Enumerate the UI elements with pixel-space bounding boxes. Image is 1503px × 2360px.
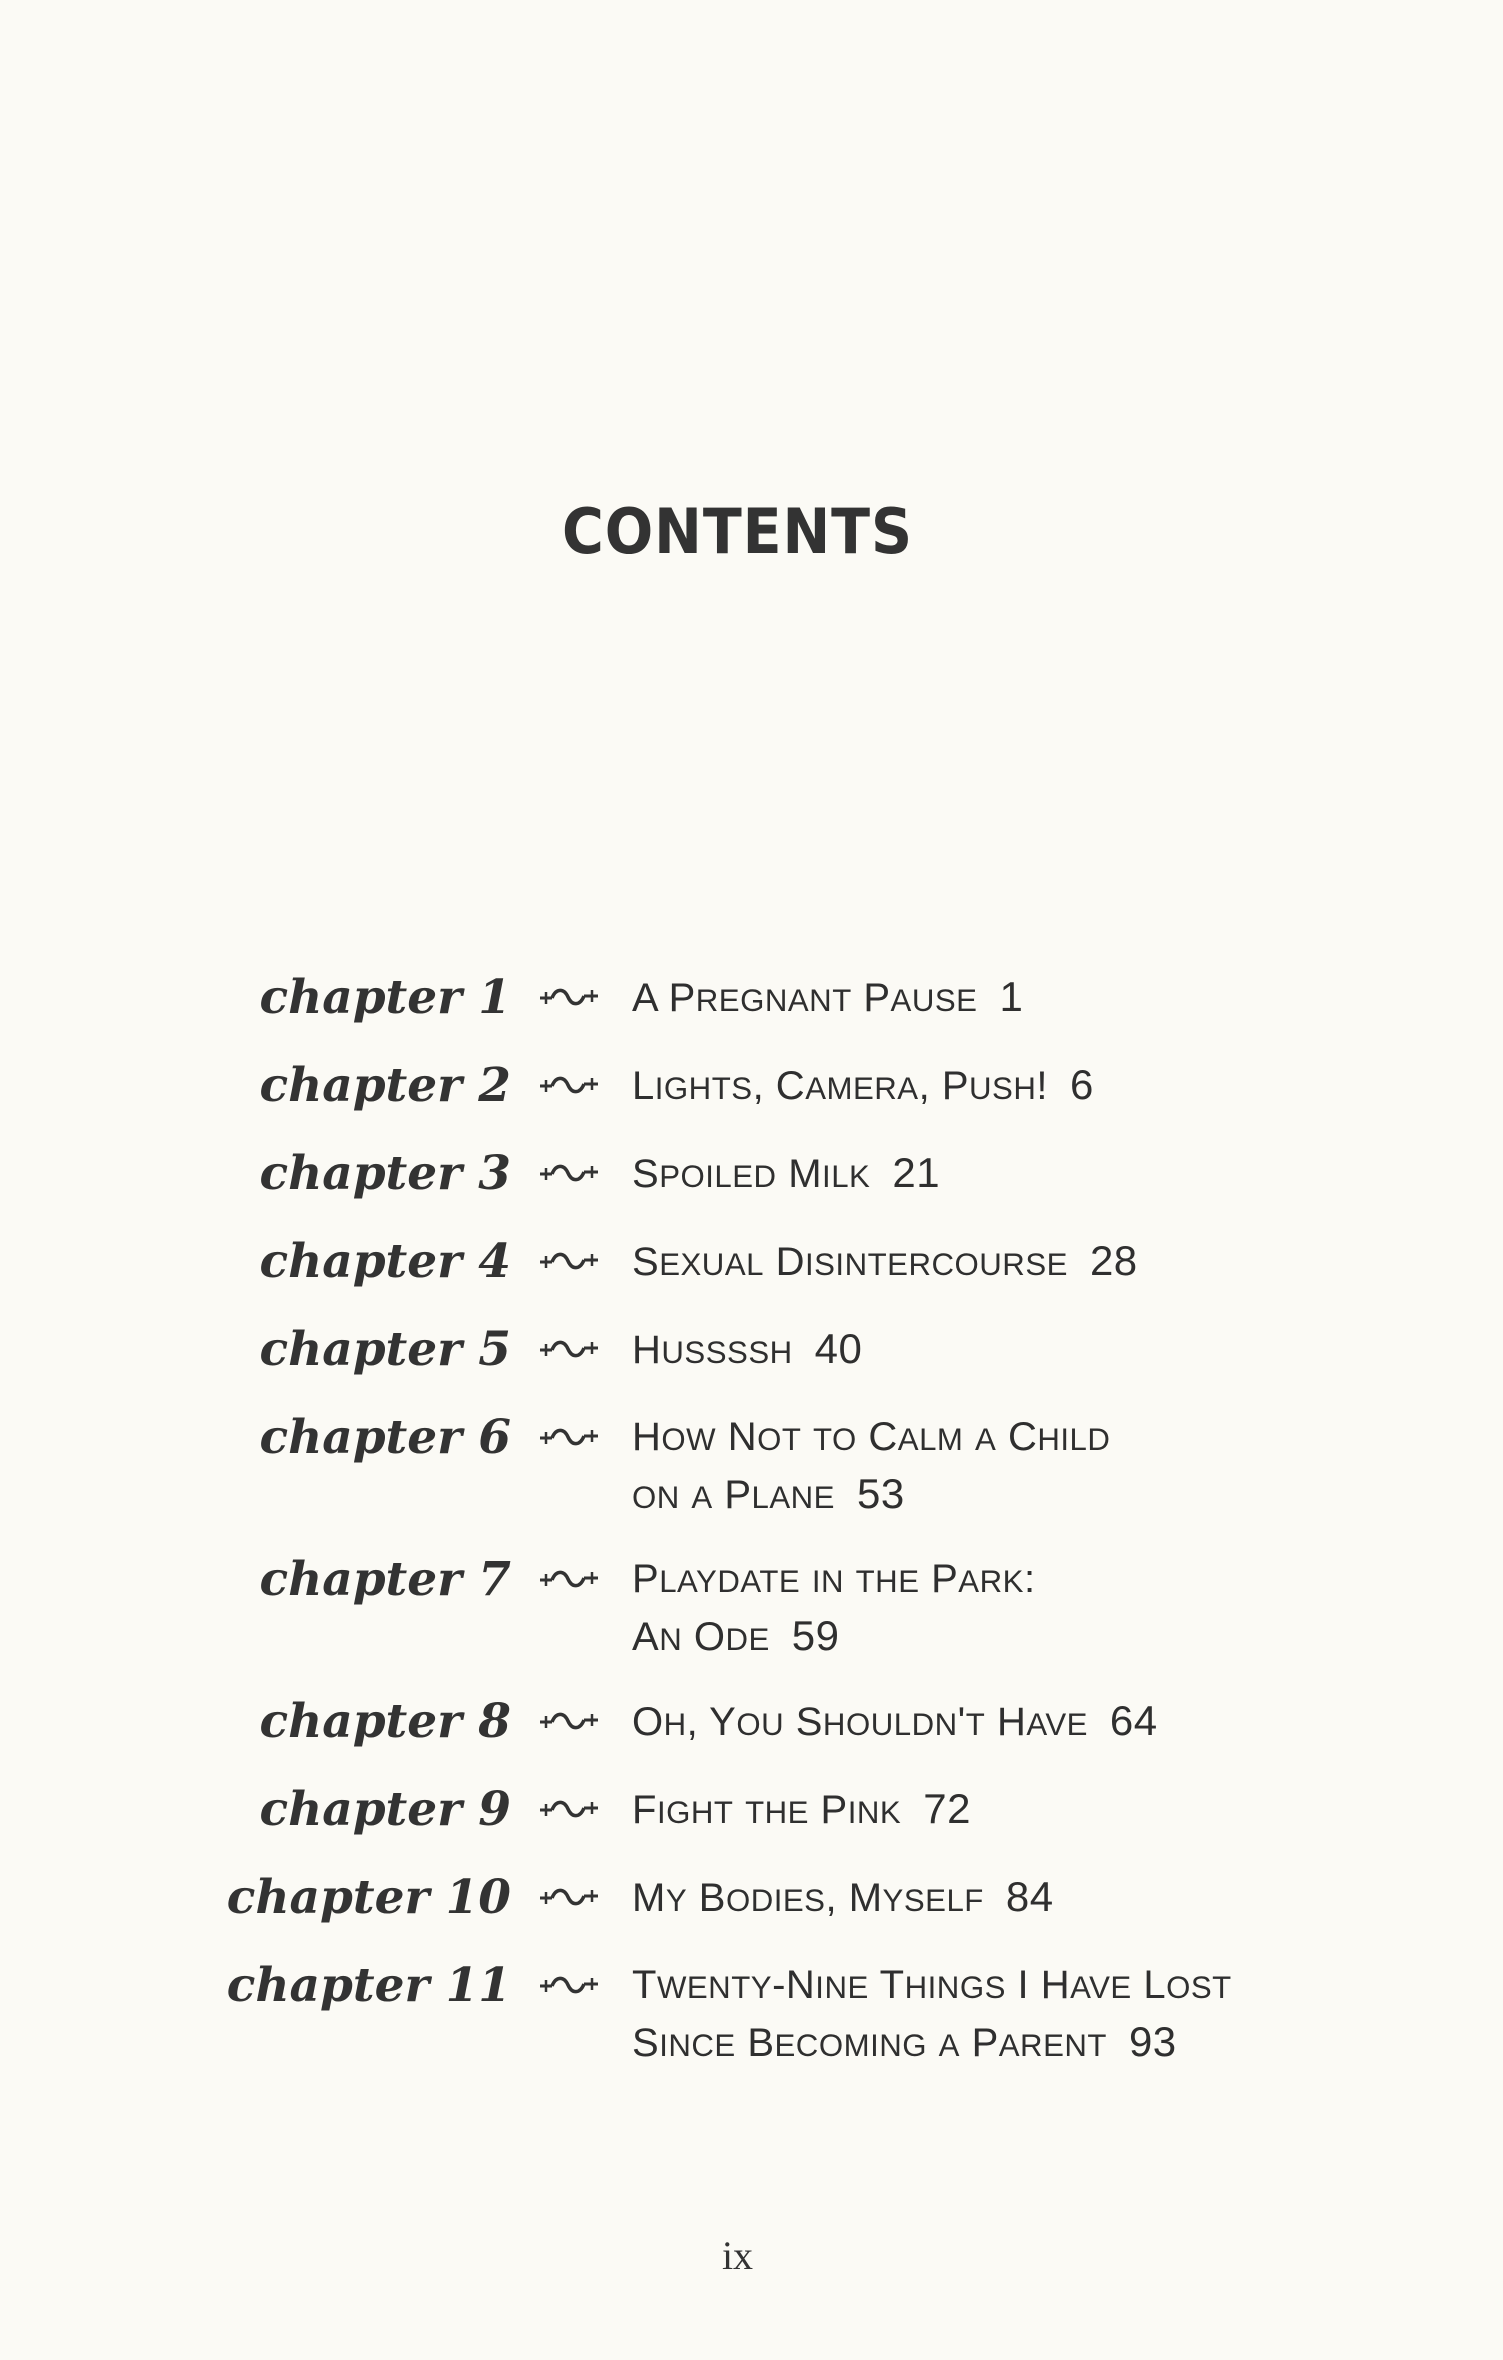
scroll-ornament-icon bbox=[538, 1334, 600, 1364]
scroll-ornament-icon bbox=[538, 1246, 600, 1276]
chapter-title-line: HUSSSSH 40 bbox=[632, 1325, 863, 1372]
chapter-title-line: AN ODE 59 bbox=[632, 1612, 840, 1659]
chapter-title bbox=[632, 1958, 1472, 2073]
chapter-label: chapter 3 bbox=[259, 1146, 511, 1201]
scroll-ornament-icon bbox=[538, 982, 600, 1012]
chapter-label: chapter 9 bbox=[259, 1782, 511, 1837]
chapter-page-number: 93 bbox=[1128, 2018, 1177, 2065]
chapter-title bbox=[632, 1870, 1472, 1928]
chapter-label: chapter 6 bbox=[259, 1410, 511, 1465]
chapter-label: chapter 11 bbox=[226, 1958, 511, 2013]
chapter-label: chapter 7 bbox=[259, 1552, 511, 1607]
chapter-page-number: 72 bbox=[923, 1785, 971, 1832]
chapter-title bbox=[632, 1410, 1472, 1525]
chapter-title-line: PLAYDATE IN THE PARK: bbox=[632, 1557, 1036, 1601]
chapter-title bbox=[632, 1146, 1472, 1204]
chapter-title-line: TWENTY-NINE THINGS I HAVE LOST bbox=[632, 1963, 1232, 2007]
chapter-title bbox=[632, 1234, 1472, 1292]
chapter-title-line: LIGHTS, CAMERA, PUSH! 6 bbox=[632, 1061, 1094, 1108]
chapter-page-number: 6 bbox=[1070, 1061, 1094, 1108]
chapter-page-number: 64 bbox=[1109, 1697, 1158, 1744]
chapter-label: chapter 8 bbox=[259, 1694, 511, 1749]
chapter-title-line: ON A PLANE 53 bbox=[632, 1470, 905, 1517]
scroll-ornament-icon bbox=[538, 1422, 600, 1452]
chapter-title bbox=[632, 1058, 1472, 1116]
chapter-title-line: MY BODIES, MYSELF 84 bbox=[632, 1873, 1054, 1920]
chapter-page-number: 1 bbox=[999, 973, 1024, 1020]
page-title: CONTENTS bbox=[561, 495, 914, 568]
chapter-title-line: OH, YOU SHOULDN'T HAVE 64 bbox=[632, 1697, 1158, 1744]
scroll-ornament-icon bbox=[538, 1706, 600, 1736]
chapter-title-line: SINCE BECOMING A PARENT 93 bbox=[632, 2018, 1177, 2065]
chapter-page-number: 40 bbox=[814, 1325, 863, 1372]
chapter-label: chapter 4 bbox=[259, 1234, 511, 1289]
chapter-title-line: A PREGNANT PAUSE 1 bbox=[632, 973, 1024, 1020]
chapter-title-line: FIGHT THE PINK 72 bbox=[632, 1785, 971, 1832]
scroll-ornament-icon bbox=[538, 1070, 600, 1100]
scroll-ornament-icon bbox=[538, 1794, 600, 1824]
chapter-title bbox=[632, 1694, 1472, 1752]
chapter-title bbox=[632, 1782, 1472, 1840]
page-number: ix bbox=[721, 2233, 754, 2278]
chapter-page-number: 59 bbox=[791, 1612, 840, 1659]
chapter-title-line: SPOILED MILK 21 bbox=[632, 1149, 941, 1196]
scroll-ornament-icon bbox=[538, 1158, 600, 1188]
chapter-label: chapter 10 bbox=[226, 1870, 511, 1925]
chapter-title bbox=[632, 1322, 1472, 1380]
scroll-ornament-icon bbox=[538, 1882, 600, 1912]
scroll-ornament-icon bbox=[538, 1970, 600, 2000]
scroll-ornament-icon bbox=[538, 1564, 600, 1594]
chapter-label: chapter 2 bbox=[259, 1058, 511, 1113]
chapter-page-number: 53 bbox=[857, 1470, 905, 1517]
chapter-page-number: 28 bbox=[1089, 1237, 1138, 1284]
chapter-title-line: HOW NOT TO CALM A CHILD bbox=[632, 1415, 1111, 1459]
chapter-page-number: 21 bbox=[892, 1149, 941, 1196]
chapter-label: chapter 5 bbox=[259, 1322, 511, 1377]
chapter-page-number: 84 bbox=[1005, 1873, 1054, 1920]
chapter-title bbox=[632, 970, 1472, 1028]
chapter-label: chapter 1 bbox=[259, 970, 511, 1025]
chapter-title bbox=[632, 1552, 1472, 1667]
chapter-title-line: SEXUAL DISINTERCOURSE 28 bbox=[632, 1237, 1138, 1284]
